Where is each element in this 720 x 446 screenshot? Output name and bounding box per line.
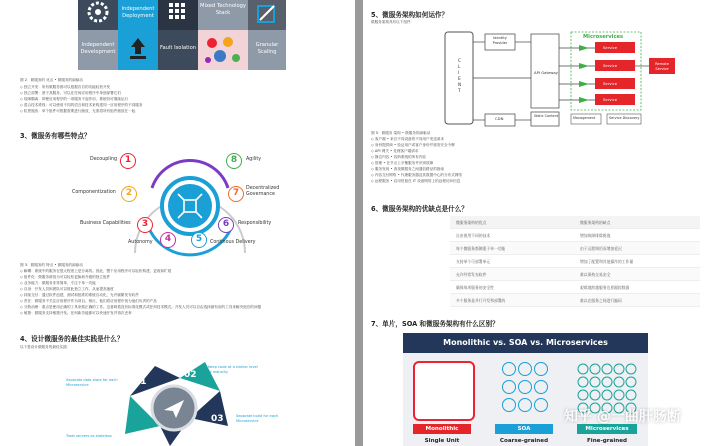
upload-icon bbox=[118, 30, 158, 70]
features-diagram bbox=[60, 148, 310, 258]
section-heading: 5、微服务架构如何运作？ bbox=[371, 11, 449, 19]
service-label: Service bbox=[603, 63, 618, 68]
bullet-item: ◇ 自治：开发人员和团队可以彼此独立工作，从而提高速度 bbox=[20, 287, 114, 291]
service-discovery-label: Service Discovery bbox=[609, 116, 640, 120]
service-label: Service bbox=[603, 97, 618, 102]
tile-tech-logos bbox=[198, 30, 248, 70]
bullet-item: ◇ 故障隔离：即使应用程序的一项服务不起作用，系统仍可继续运行 bbox=[20, 97, 129, 101]
feature-badge: 7 bbox=[228, 186, 244, 202]
soa-circle bbox=[518, 398, 532, 412]
feature-label: Responsibility bbox=[238, 221, 272, 226]
bullet-item: ◇ 静态内容 • 容纳系统的所有内容 bbox=[371, 155, 427, 159]
table-header-row bbox=[450, 216, 700, 229]
section-intro: 微服务架构具有以下组件： bbox=[371, 20, 415, 24]
practice-number: 01 bbox=[134, 377, 147, 387]
feature-badge: 5 bbox=[191, 232, 207, 248]
table-row: 允许经常发布软件 难以保持交易安全 bbox=[450, 268, 700, 281]
document-page-right bbox=[363, 0, 720, 446]
bullet-item: ◇ 内容交付网络 • 代理服务器及其数据中心的分布式网络 bbox=[371, 173, 462, 177]
table-row: 多个服务是并行开发和部署的 难以在服务之间进行编码 bbox=[450, 294, 700, 307]
feature-label: Componentization bbox=[72, 190, 116, 195]
practice-number: 03 bbox=[211, 414, 224, 424]
table-row: 确保每项服务的安全性 艰难地跨越服务边界跟踪数据 bbox=[450, 281, 700, 294]
architecture-diagram bbox=[443, 28, 713, 128]
comparison-title: Monolithic vs. SOA vs. Microservices bbox=[443, 338, 608, 347]
tile-independent-deployment bbox=[118, 0, 158, 30]
section-heading: 6、微服务架构的优缺点是什么？ bbox=[371, 205, 468, 213]
soa-circle bbox=[534, 362, 548, 376]
feature-badge: 1 bbox=[120, 153, 136, 169]
cdn-label: CDN bbox=[495, 116, 504, 121]
practice-label: Keep code at a similar level of maturity bbox=[208, 365, 258, 374]
section-heading: 4、设计微服务的最佳实践是什么？ bbox=[20, 335, 124, 343]
bullet-item: ◇ 独立部署：基于其服务，可以在任何应用程序中单独部署它们 bbox=[20, 91, 121, 95]
static-content-label: Static Content bbox=[533, 114, 559, 118]
feature-label: Agility bbox=[246, 157, 262, 162]
practice-label: Separate build for each Microservice bbox=[236, 414, 279, 423]
tile-granular-scaling bbox=[248, 30, 286, 70]
figure-caption: 图 5：微服务 架构 • 微服务的副驱动 bbox=[371, 131, 431, 135]
feature-label: Continous Delivery bbox=[210, 240, 256, 245]
api-gateway-label: API Gateway bbox=[534, 70, 558, 75]
bullet-item: ◇ 敏捷：微服务支持敏捷开发。任何新功能都可以快速开发并再次丢弃 bbox=[20, 311, 132, 315]
section-heading: 3、微服务有哪些特点？ bbox=[20, 132, 91, 140]
bullet-item: ◇ 业务能力：微服务非常简单，专注于单一功能 bbox=[20, 281, 96, 285]
bullet-item: ◇ 远程服务 • 启用驻留在 IT 设备网络上的远程访问信息 bbox=[371, 179, 461, 183]
bullet-item: ◇ 持续交付：通过软件创建，测试和批准的系统自动化，允许频繁发布软件 bbox=[20, 293, 139, 297]
client-label: C L I E N T bbox=[458, 58, 462, 93]
section-heading: 7、单片，SOA 和微服务架构有什么区别？ bbox=[371, 320, 499, 328]
soa-circle bbox=[502, 362, 516, 376]
table-header: 微服务架构的优点 bbox=[456, 220, 487, 225]
practice-label: Separate data store for each Microservice bbox=[66, 378, 118, 387]
tile-independent-development bbox=[78, 30, 118, 70]
gear-icon bbox=[78, 0, 118, 30]
feature-badge: 6 bbox=[218, 217, 234, 233]
service-label: Service bbox=[603, 45, 618, 50]
tile-left-icon bbox=[78, 0, 118, 30]
tile-label: Independent Development bbox=[80, 42, 116, 55]
document-page-left bbox=[0, 0, 355, 446]
microservices-tag: Microservices bbox=[577, 424, 637, 434]
tile-fault-isolation bbox=[158, 30, 198, 70]
soa-circle bbox=[534, 380, 548, 394]
bullet-item: ◇ 组件化：微服务被视为可以轻松更换和升级的独立组件 bbox=[20, 275, 111, 279]
bullet-item: ◇ 解耦：系统中的服务在很大程度上是分离的。因此，整个应用程序可以轻松构建，更改和扩展 bbox=[20, 269, 172, 273]
resize-icon bbox=[248, 0, 286, 30]
bullet-item: ◇ 粒度缩放：单个组件可根据需要进行缩放，无需将所有组件缩放在一起 bbox=[20, 109, 136, 113]
watermark: 知乎 @一曲肝肠断 bbox=[564, 409, 681, 425]
tile-mixed-technology-stack bbox=[198, 0, 248, 30]
feature-badge: 8 bbox=[226, 153, 242, 169]
grid-icon bbox=[158, 0, 198, 30]
soa-circle bbox=[502, 380, 516, 394]
table-row: 支持单个可部署单元 增加了配置和其他操作的工作量 bbox=[450, 255, 700, 268]
soa-circle bbox=[518, 362, 532, 376]
bullet-item: ◇ 身份提供商 • 验证用户或客户身份并颁发安全令牌 bbox=[371, 143, 455, 147]
figure-caption: 图 2：微服务的 优点 • 微服务的副驱动 bbox=[20, 78, 83, 82]
bullet-item: ◇ 分散治理：重点是使用正确的工具来做正确的工作。这意味着没有标准化模式或任何技术模式。开发人员可以自由选择最有用的工具来解决他们的问题 bbox=[20, 305, 262, 309]
practice-label: Treat servers as stateless bbox=[66, 434, 112, 438]
bullet-item: ◇ 混合技术堆栈：可以使用不同的语言和技术来构建同一应用程序的不同服务 bbox=[20, 103, 143, 107]
remote-service-label: Remote Service bbox=[655, 62, 669, 71]
microservices-title: Microservices bbox=[583, 34, 624, 40]
table-row: 自由使用不同的技术 增加故障排除挑战 bbox=[450, 229, 700, 242]
management-label: Management bbox=[573, 116, 596, 120]
bullet-item: ◇ 独立开发：所有微服务都可以根据各自的功能轻松开发 bbox=[20, 85, 111, 89]
table-header: 微服务架构的缺点 bbox=[580, 220, 611, 225]
soa-sub: Coarse-grained bbox=[499, 438, 549, 444]
soa-circle bbox=[518, 380, 532, 394]
service-label: Service bbox=[603, 81, 618, 86]
soa-circle bbox=[534, 398, 548, 412]
tile-upload-icon bbox=[118, 30, 158, 70]
feature-badge: 2 bbox=[121, 186, 137, 202]
feature-label: Business Capabilities bbox=[80, 221, 131, 226]
feature-label: Autonomy bbox=[128, 240, 153, 245]
bullet-item: ◇ 管理 • 在节点上平衡服务并识别故障 bbox=[371, 161, 434, 165]
practice-number: 05 bbox=[128, 433, 141, 443]
identity-provider-label: Identity Provider bbox=[492, 36, 508, 45]
bullet-item: ◇ 客户端 • 来自不同设备的不同用户发送请求 bbox=[371, 137, 444, 141]
microservices-sub: Fine-grained bbox=[586, 438, 628, 444]
tile-scaling-icon bbox=[248, 0, 286, 30]
feature-label: Decentralized Governance bbox=[246, 186, 280, 197]
bullet-item: ◇ API 网关 • 处理客户端请求 bbox=[371, 149, 419, 153]
feature-badge: 3 bbox=[137, 217, 153, 233]
network-hub-icon bbox=[168, 184, 212, 228]
feature-label: Decoupling bbox=[90, 157, 118, 162]
tile-label: Granular Scaling bbox=[255, 42, 279, 55]
comparison-graphic bbox=[403, 333, 648, 446]
monolithic-tag: Monolithic bbox=[413, 424, 471, 434]
bullet-item: ◇ 服务发现 • 查找微服务之间通信路径的指南 bbox=[371, 167, 444, 171]
section-intro: 以下是设计微服务的最佳实践： bbox=[20, 345, 71, 349]
soa-circle bbox=[502, 398, 516, 412]
comparison-title-bar bbox=[403, 333, 648, 353]
tile-label: Fault Isolation bbox=[159, 45, 197, 51]
monolithic-sub: Single Unit bbox=[424, 438, 460, 444]
practice-number: 02 bbox=[184, 370, 197, 380]
table-row: 每个微服务都侧重于单一功能 由于远程调用而增加延迟 bbox=[450, 242, 700, 255]
figure-caption: 图 3：微服务的 特点 • 微服务的副驱动 bbox=[20, 263, 83, 267]
feature-badge: 4 bbox=[160, 232, 176, 248]
soa-tag: SOA bbox=[495, 424, 553, 434]
tile-grid-icon bbox=[158, 0, 198, 30]
tile-label: Mixed Technology Stack bbox=[199, 3, 247, 16]
bullet-item: ◇ 责任：微服务不关注应用程序作为项目。相反，他们将应用程序视为他们负责的产品 bbox=[20, 299, 157, 303]
tile-label: Independent Deployment bbox=[121, 6, 155, 19]
tech-logos-icon bbox=[198, 30, 248, 70]
monolithic-box bbox=[413, 361, 475, 421]
